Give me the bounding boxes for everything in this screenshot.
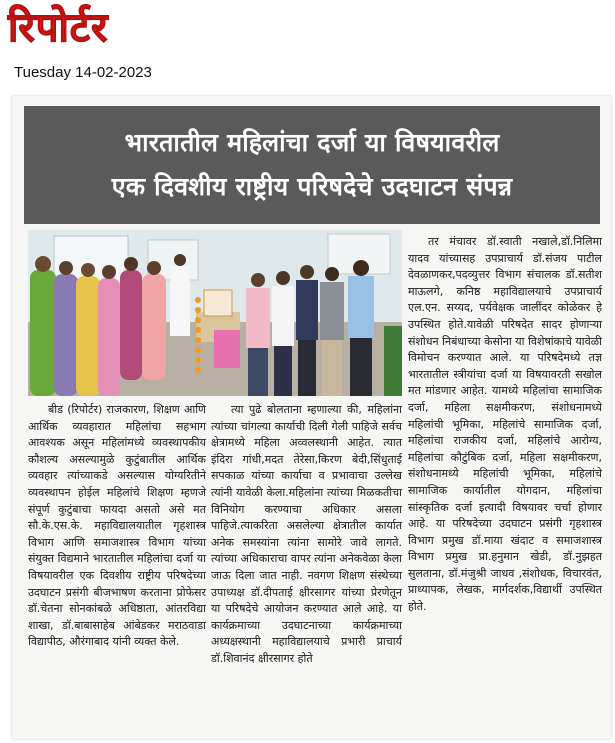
headline-line-2: एक दिवशीय राष्ट्रीय परिषदेचे उदघाटन संपन्न bbox=[111, 172, 513, 201]
article-paragraph: त्या पुढे बोलताना म्हणाल्या की, महिलांना त्यांच्या चांगल्या कार्याची दिली गेली पाहिजे सर्वच क्षेत्रामध्ये महिला अव्वलस्थानी आहेत. त्यात इंदिरा गांधी,मदत तेरेसा,किरण बेदी,सिंधुताई सपकाळ यांच्या कार्याचा व प्रभावाचा उल्लेख त्यांनी यावेळी केला.महिलांना त्यांच्या मिळकतीचा विनियोग करण्याचा अधिकार असला पाहिजे.त्याकरिता असलेल्या क्षेत्रातील कार्यात अनेक समस्यांना त्यांना सामोरे जावे लागते. त्यांच्या अधिकाराचा वापर त्यांना अनेकवेळा केला जाऊ दिला जात नाही. नवगण शिक्षण संस्थेच्या उपाध्यक्ष डॉ.दीपताई क्षीरसागर यांच्या प्रेरणेतून या परिषदेचे आयोजन करण्यात आले आहे. या कार्यक्रमाच्या उदघाटनाच्या कार्यक्रमाच्या अध्यक्षस्थानी महाविद्यालयाचे प्रभारी प्राचार्य डॉ.शिवानंद क्षीरसागर होते bbox=[211, 403, 402, 665]
headline-banner bbox=[24, 106, 600, 224]
logo-text: रिपोर्टर bbox=[8, 5, 109, 51]
news-photo bbox=[28, 230, 402, 396]
article-paragraph: बीड (रिपोर्टर) राजकारण, शिक्षण आणि आर्थिक व्यवहारात महिलांचा सहभाग आवश्यक असून महिलांमध्ये व्यवस्थापकीय कौशल्य असल्यामुळे कुटुंबातील आर्थिक व्यवहार त्यांच्याकडे असल्यास योग्यरितीने व्यवस्थापन होईल महिलांचे शिक्षण म्हणजे संपूर्ण कुटुंबाचा फायदा असतो असे मत सौ.के.एस.के. महाविद्यालयातील गृहशास्त्र विभाग आणि समाजशास्त्र विभाग यांच्या संयुक्त विद्यमाने भारतातील महिलांचा दर्जा या विषयावरील एक दिवशीय राष्ट्रीय परिषदेच्या उदघाटन प्रसंगी बीजभाषण करताना प्रोफेसर डॉ.चेतना सोनकांबळे अधिष्ठाता, आंतरविद्या शाखा, डॉ.बाबासाहेब आंबेडकर मराठवाडा विद्यापीठ, औरंगाबाद यांनी व्यक्त केले. bbox=[28, 403, 206, 649]
article-column-2 bbox=[211, 402, 402, 668]
newspaper-logo[interactable] bbox=[8, 2, 108, 54]
headline-line-1: भारतातील महिलांचा दर्जा या विषयावरील bbox=[124, 128, 500, 157]
article-column-3 bbox=[408, 234, 602, 616]
masthead bbox=[0, 0, 615, 92]
article-paragraph: तर मंचावर डॉ.स्वाती नखाले,डॉ.निलिमा यादव यांच्यासह उपप्राचार्य डॉ.संजय पाटील देवळाणकर,पदव्युत्तर विभाग संचालक डॉ.सतीश माऊलगे, कनिष्ठ महाविद्यालयाचे उपप्राचार्य एल.एन. सय्यद, पर्यवेक्षक जालींदर कोळेकर हे उपस्थित होते.यावेळी परिषदेत सादर होणाऱ्या संशोधन निबंधाच्या केसोना या विशेषांकाचे यावेळी विमोचन करण्यात आले. या परिषदेमध्ये तज्ञ भारतातील स्त्रीयांचा दर्जा या विषयावरती सखोल मत मांडणार आहेत. यामध्ये महिलांचा सामाजिक दर्जा, महिला सक्षमीकरण, संशोधनामध्ये महिलांची भूमिका, महिलांचे सामाजिक दर्जा, महिलांचा राजकीय दर्जा, महिलांचे आरोग्य, महिलांचा कौटुंबिक दर्जा, महिला सक्षमीकरण, संशोधनामध्ये महिलांची भूमिका, महिलांचे सामाजिक कार्यातील योगदान, महिलांचा सांस्कृतिक दर्जा इत्यादी विषयावर चर्चा होणार आहे. या परिषदेच्या उदघाटन प्रसंगी गृहशास्त्र विभाग प्रमुख डॉ.माया खंदाट व समाजशास्त्र विभाग प्रमुख प्रा.हनुमान खेडी, डॉ.नुझहत सुलताना, डॉ.मंजुश्री जाधव ,संशोधक, विचारवंत, प्राध्यापक, लेखक, मार्गदर्शक,विद्यार्थी उपस्थित होते. bbox=[408, 235, 602, 614]
article-column-1 bbox=[28, 402, 206, 651]
event-photo-illustration bbox=[28, 230, 402, 396]
publication-date: Tuesday 14-02-2023 bbox=[14, 64, 152, 81]
news-clipping bbox=[12, 96, 611, 739]
